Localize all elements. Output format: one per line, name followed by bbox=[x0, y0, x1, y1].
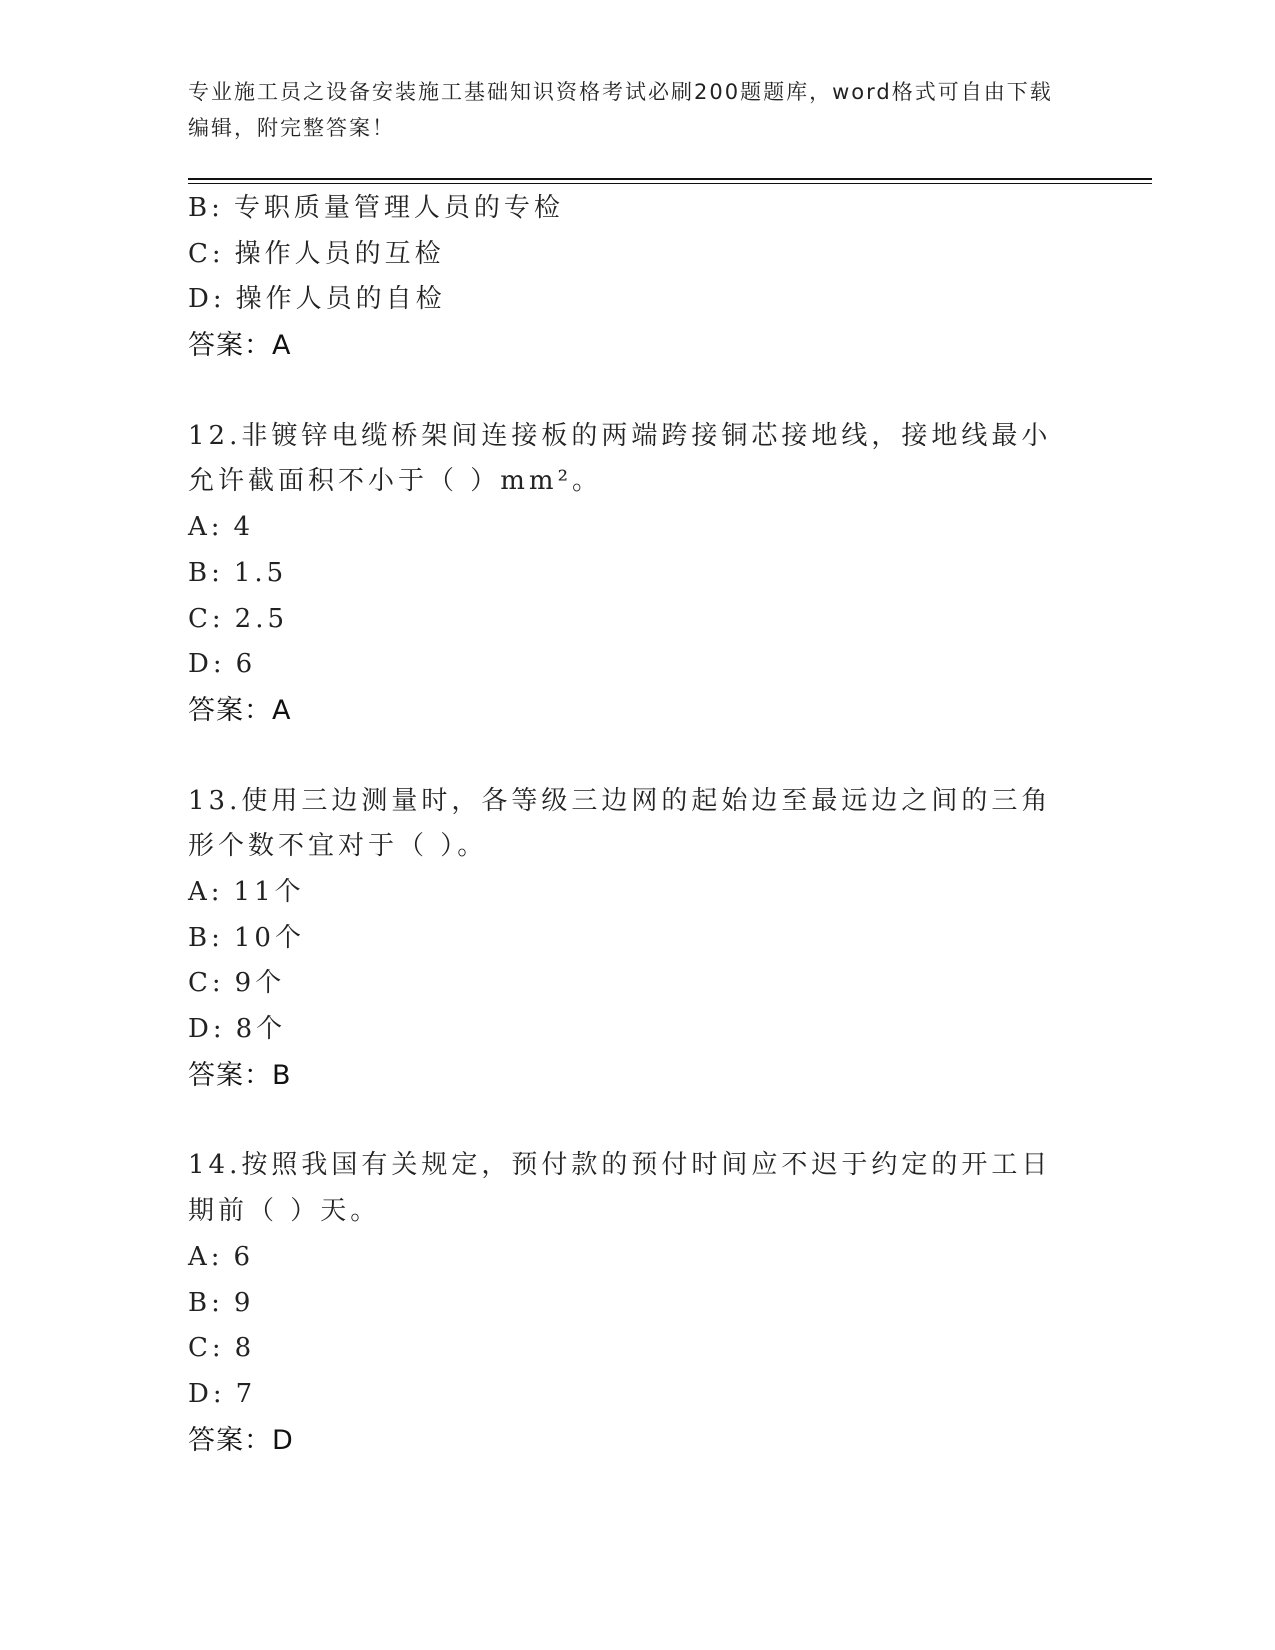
answer-line: 答案：A bbox=[188, 694, 292, 726]
option-d: D: 8个 bbox=[188, 1014, 287, 1045]
option-a: A: 4 bbox=[188, 512, 255, 543]
question-block-13 bbox=[188, 779, 1088, 1099]
spacer bbox=[188, 369, 1088, 414]
option-a: A: 11个 bbox=[188, 877, 305, 907]
question-text: 12.非镀锌电缆桥架间连接板的两端跨接铜芯接地线，接地线最小允许截面积不小于（ ）mm²。 bbox=[188, 420, 1052, 497]
header-divider-thick bbox=[188, 178, 1152, 180]
question-list bbox=[188, 186, 1088, 1463]
partial-question-block bbox=[188, 186, 1088, 369]
question-block-14 bbox=[188, 1143, 1088, 1463]
spacer bbox=[188, 1098, 1088, 1143]
option-b: B: 专职质量管理人员的专检 bbox=[188, 193, 564, 223]
option-d: D: 6 bbox=[188, 649, 257, 680]
option-c: C: 2.5 bbox=[188, 603, 289, 634]
question-text: 13.使用三边测量时，各等级三边网的起始边至最远边之间的三角形个数不宜对于（ ）。 bbox=[188, 785, 1052, 862]
option-c: C: 9个 bbox=[188, 968, 286, 999]
option-b: B: 10个 bbox=[188, 922, 305, 953]
answer-line: 答案：B bbox=[188, 1059, 292, 1091]
header-divider-thin bbox=[188, 183, 1152, 184]
answer-line: 答案：A bbox=[188, 330, 292, 362]
document-intro: 专业施工员之设备安装施工基础知识资格考试必刷200题题库，word格式可自由下载编辑，附完整答案！ bbox=[188, 80, 1053, 140]
option-a: A: 6 bbox=[188, 1241, 255, 1272]
option-b: B: 9 bbox=[188, 1287, 255, 1318]
answer-line: 答案：D bbox=[188, 1424, 294, 1456]
option-d: D: 操作人员的自检 bbox=[188, 284, 446, 315]
option-d: D: 7 bbox=[188, 1378, 257, 1409]
option-c: C: 8 bbox=[188, 1333, 256, 1364]
question-block-12 bbox=[188, 414, 1088, 734]
spacer bbox=[188, 734, 1088, 779]
option-c: C: 操作人员的互检 bbox=[188, 238, 445, 269]
option-b: B: 1.5 bbox=[188, 557, 288, 588]
question-text: 14.按照我国有关规定，预付款的预付时间应不迟于约定的开工日期前（ ）天。 bbox=[188, 1150, 1052, 1227]
